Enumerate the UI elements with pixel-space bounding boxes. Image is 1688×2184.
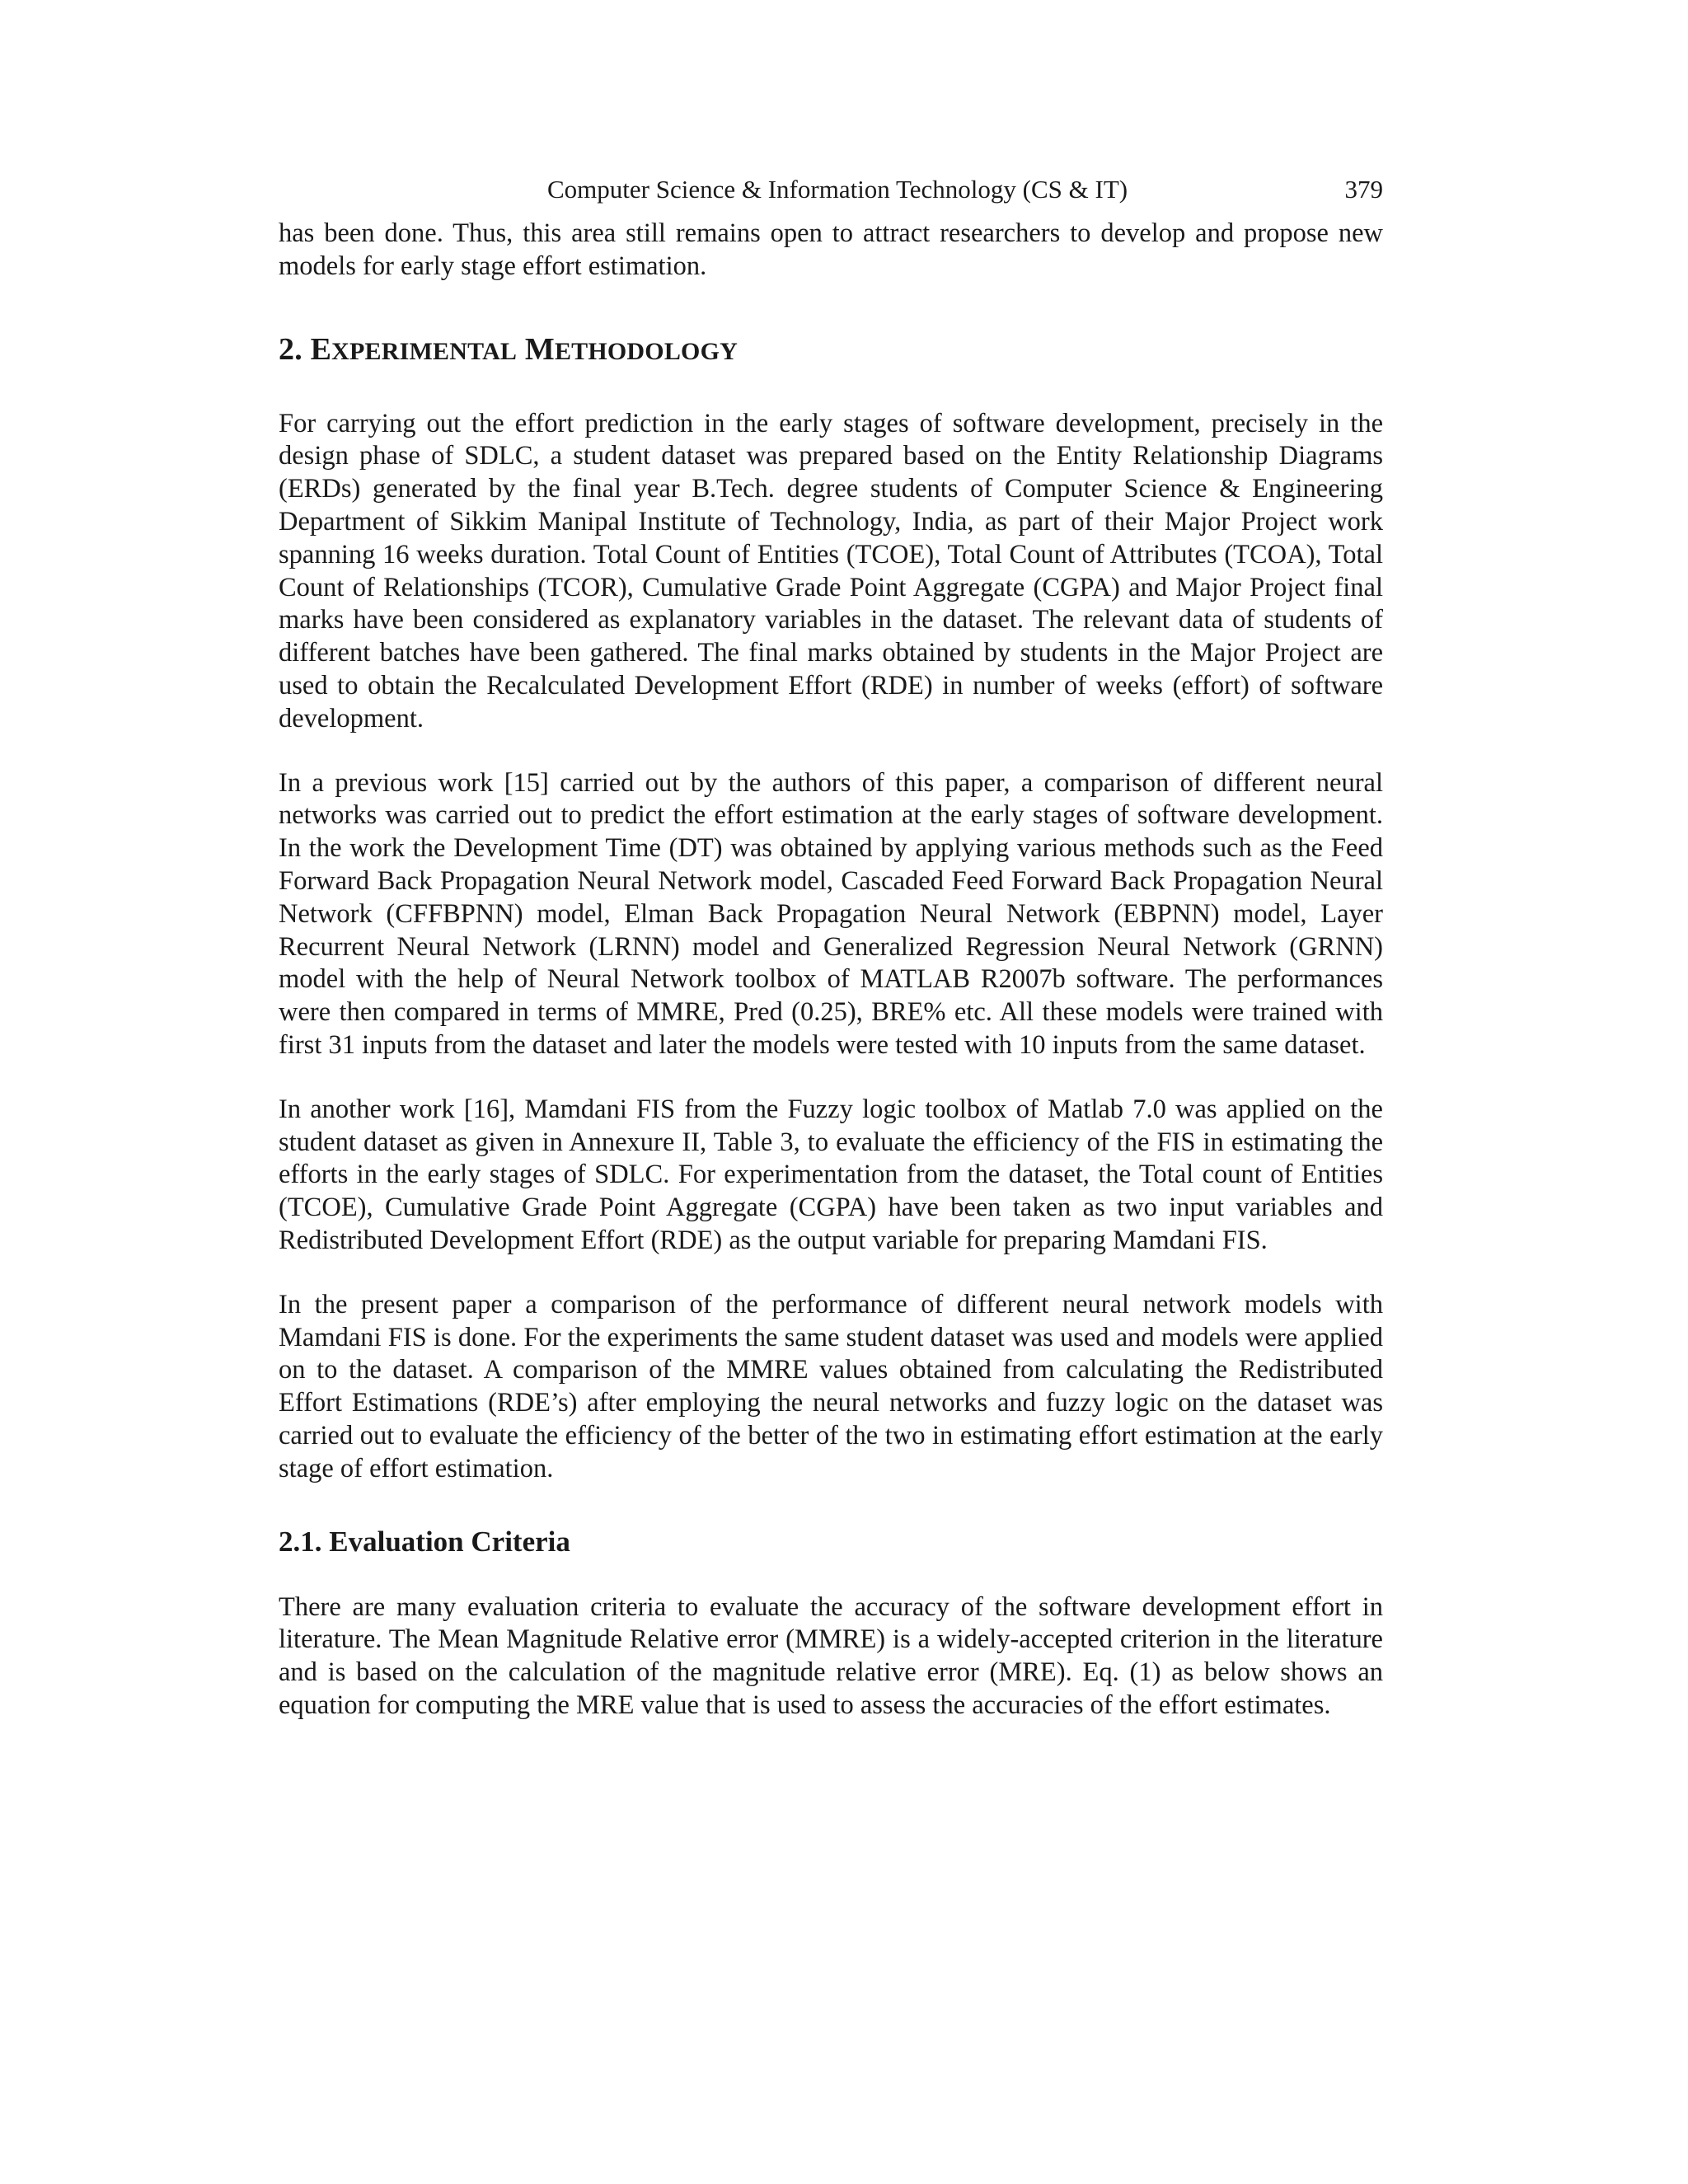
paragraph-continuation: has been done. Thus, this area still remains open to attract researchers to develop and propose new models for early stage effort estimation. xyxy=(279,218,1383,281)
paragraph: In the present paper a comparison of the performance of different neural network models with Mamdani FIS is done. For the experiments the same student dataset was used and models were applied on to the dataset. A comparison of the MMRE values obtained from calculating the Redistributed Effort Estimations (RDE’s) after employing the neural networks and fuzzy logic on the dataset was carried out to evaluate the efficiency of the better of the two in estimating effort estimation at the early stage of effort estimation. xyxy=(279,1289,1383,1483)
section-word-rest: ETHODOLOGY xyxy=(554,337,738,365)
section-word-rest: XPERIMENTAL xyxy=(331,337,518,365)
section-word-cap: E xyxy=(310,331,332,367)
page-number: 379 xyxy=(1344,175,1383,204)
running-header xyxy=(279,170,1383,209)
paragraph: There are many evaluation criteria to evaluate the accuracy of the software development effort in literature. The Mean Magnitude Relative error (MMRE) is a widely-accepted criterion in the literature and is based on the calculation of the magnitude relative error (MRE). Eq. (1) as below shows an equation for computing the MRE value that is used to assess the accuracies of the effort estimates. xyxy=(279,1591,1383,1720)
body-text xyxy=(279,218,1383,1722)
section-heading xyxy=(279,330,1383,372)
journal-title: Computer Science & Information Technology (CS & IT) xyxy=(547,175,1128,204)
paragraph: For carrying out the effort prediction in the early stages of software development, precisely in the design phase of SDLC, a student dataset was prepared based on the Entity Relationship Diagrams (ERDs) generated by the final year B.Tech. degree students of Computer Science & Engineering Department of Sikkim Manipal Institute of Technology, India, as part of their Major Project work spanning 16 weeks duration. Total Count of Entities (TCOE), Total Count of Attributes (TCOA), Total Count of Relationships (TCOR), Cumulative Grade Point Aggregate (CGPA) and Major Project final marks have been considered as explanatory variables in the dataset. The relevant data of students of different batches have been gathered. The final marks obtained by students in the Major Project are used to obtain the Recalculated Development Effort (RDE) in number of weeks (effort) of software development. xyxy=(279,408,1383,733)
paragraph: In a previous work [15] carried out by the authors of this paper, a comparison of different neural networks was carried out to predict the effort estimation at the early stages of software development. In the work the Development Time (DT) was obtained by applying various methods such as the Feed Forward Back Propagation Neural Network model, Cascaded Feed Forward Back Propagation Neural Network (CFFBPNN) model, Elman Back Propagation Neural Network (EBPNN) model, Layer Recurrent Neural Network (LRNN) model and Generalized Regression Neural Network (GRNN) model with the help of Neural Network toolbox of MATLAB R2007b software. The performances were then compared in terms of MMRE, Pred (0.25), BRE% etc. All these models were trained with first 31 inputs from the dataset and later the models were tested with 10 inputs from the same dataset. xyxy=(279,767,1383,1060)
section-word-cap: M xyxy=(524,331,555,367)
section-number: 2. xyxy=(279,331,311,367)
subsection-heading: 2.1. Evaluation Criteria xyxy=(279,1525,570,1558)
paragraph: In another work [16], Mamdani FIS from the Fuzzy logic toolbox of Matlab 7.0 was applied on the student dataset as given in Annexure II, Table 3, to evaluate the efficiency of the FIS in estimating the efforts in the early stages of SDLC. For experimentation from the dataset, the Total count of Entities (TCOE), Cumulative Grade Point Aggregate (CGPA) have been taken as two input variables and Redistributed Development Effort (RDE) as the output variable for preparing Mamdani FIS. xyxy=(279,1094,1383,1255)
